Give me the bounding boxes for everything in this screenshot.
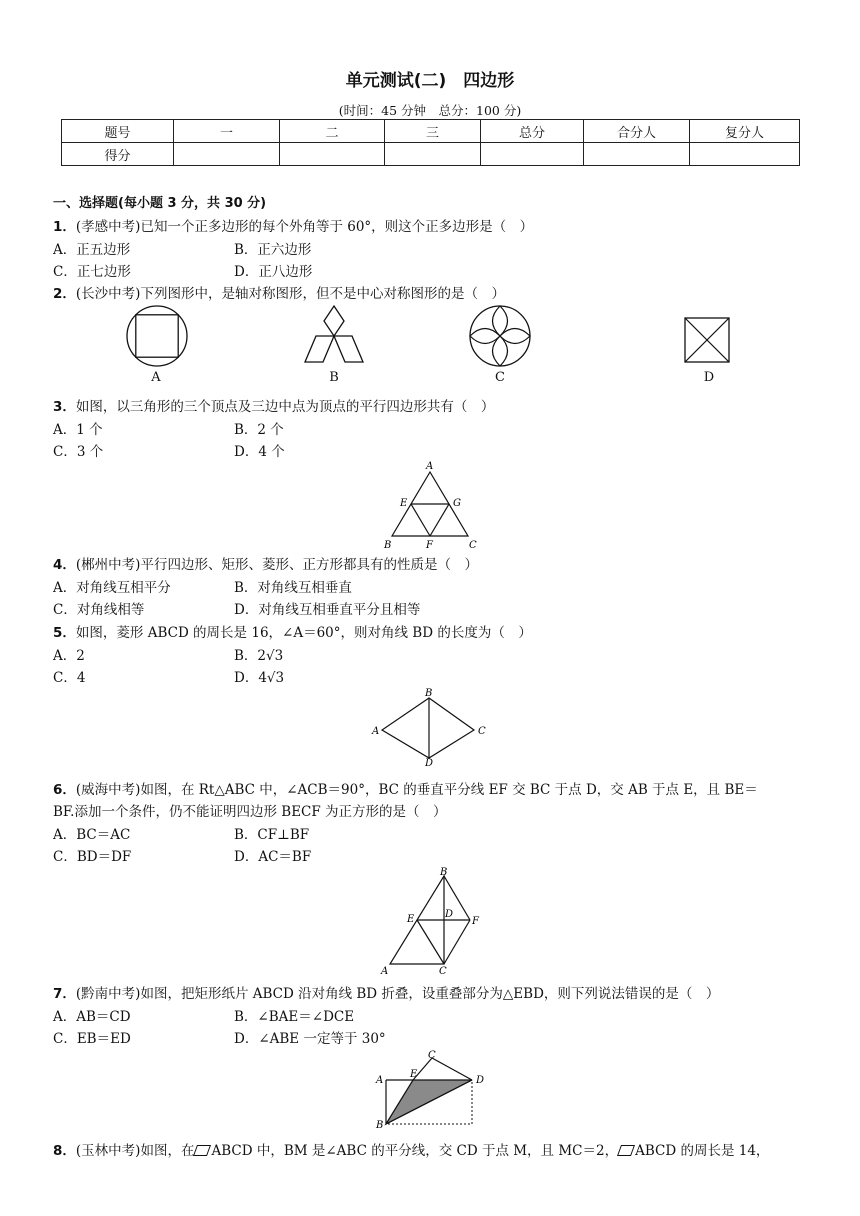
question-number: 3 [53, 399, 63, 415]
page-title: 单元测试(二) 四边形 [345, 71, 515, 91]
question-text: 如图，菱形 ABCD 的周长是 16，∠A＝60°，则对角线 BD 的长度为（ ） [75, 625, 532, 641]
q2-choice-b-label: B [329, 370, 339, 385]
score-table-header: 一 [174, 120, 280, 143]
fig-label-A: A [376, 1075, 384, 1086]
question-text: 如图，以三角形的三个顶点及三边中点为顶点的平行四边形共有（ ） [75, 399, 495, 415]
question-text: ABCD 中，BM 是∠ABC 的平分线，交 CD 于点 M，且 MC＝2， [211, 1143, 619, 1159]
score-table [61, 119, 800, 166]
parallelogram-icon [617, 1145, 635, 1156]
question-text: (威海中考)如图，在 Rt△ABC 中，∠ACB＝90°，BC 的垂直平分线 EF 交 BC 于点 D，交 AB 于点 E，且 BE＝ [75, 782, 758, 798]
score-cell[interactable] [174, 143, 280, 166]
fig-label-A: A [426, 461, 434, 472]
q2-choice-a-label: A [151, 370, 161, 385]
fig-label-A: A [372, 726, 380, 737]
question-number: 1 [53, 219, 63, 235]
question-3: 3．如图，以三角形的三个顶点及三边中点为顶点的平行四边形共有（ ） [53, 399, 495, 415]
question-6: 6．(威海中考)如图，在 Rt△ABC 中，∠ACB＝90°，BC 的垂直平分线 EF 交 BC 于点 D，交 AB 于点 E，且 BE＝ [53, 782, 758, 798]
question-text: (孝感中考)已知一个正多边形的每个外角等于 60°，则这个正多边形是（ ） [75, 219, 534, 235]
q7-figure [372, 1048, 492, 1130]
score-table-header: 合分人 [584, 120, 690, 143]
fig-label-E: E [400, 498, 408, 509]
fig-label-B: B [440, 867, 448, 878]
question-text: (黔南中考)如图，把矩形纸片 ABCD 沿对角线 BD 折叠，设重叠部分为△EBD，则下列说法错误的是（ ） [75, 986, 720, 1002]
score-cell[interactable] [690, 143, 800, 166]
q2-figure-b[interactable] [301, 304, 367, 366]
q6-option-b[interactable]: B．CF⊥BF [234, 827, 310, 843]
q6-option-d[interactable]: D．AC＝BF [234, 849, 312, 865]
question-text: (长沙中考)下列图形中，是轴对称图形，但不是中心对称图形的是（ ） [75, 286, 505, 302]
q5-option-c[interactable]: C．4 [53, 670, 86, 686]
question-number: 6 [53, 782, 63, 798]
fig-label-D: D [476, 1075, 485, 1086]
q2-choice-c-label: C [495, 370, 505, 385]
score-table-row [62, 143, 800, 166]
q2-figure-d[interactable] [682, 316, 732, 366]
question-1: 1．(孝感中考)已知一个正多边形的每个外角等于 60°，则这个正多边形是（ ） [53, 219, 534, 235]
q3-option-c[interactable]: C．3 个 [53, 444, 104, 460]
score-row-label: 得分 [62, 143, 174, 166]
q4-option-d[interactable]: D．对角线互相垂直平分且相等 [234, 602, 421, 618]
question-number: 7 [53, 986, 63, 1002]
question-text: (玉林中考)如图，在 [75, 1143, 195, 1159]
q5-option-a[interactable]: A．2 [53, 648, 85, 664]
q4-option-c[interactable]: C．对角线相等 [53, 602, 145, 618]
q6-option-c[interactable]: C．BD＝DF [53, 849, 132, 865]
q5-option-d[interactable]: D．4√3 [234, 670, 285, 686]
question-number: 8 [53, 1143, 63, 1159]
q3-option-a[interactable]: A．1 个 [53, 422, 103, 438]
score-table-header: 三 [385, 120, 481, 143]
fig-label-G: G [453, 498, 461, 509]
score-cell[interactable] [481, 143, 584, 166]
score-cell[interactable] [280, 143, 385, 166]
q3-option-d[interactable]: D．4 个 [234, 444, 285, 460]
fig-label-C: C [428, 1050, 436, 1061]
question-8: 8．(玉林中考)如图，在 ABCD 中，BM 是∠ABC 的平分线，交 CD 于点 M，且 MC＝2， ABCD 的周长是 14， [53, 1143, 770, 1159]
q3-figure-triangle [378, 458, 482, 550]
score-table-header: 复分人 [690, 120, 800, 143]
score-cell[interactable] [584, 143, 690, 166]
q5-figure-rhombus [368, 686, 492, 766]
question-number: 4 [53, 557, 63, 573]
q6-figure [376, 866, 488, 978]
q7-option-a[interactable]: A．AB＝CD [53, 1009, 131, 1025]
question-text: (郴州中考)平行四边形、矩形、菱形、正方形都具有的性质是（ ） [75, 557, 478, 573]
fig-label-E: E [410, 1069, 418, 1080]
exam-info: (时间：45 分钟 总分：100 分) [338, 103, 522, 118]
q5-option-b[interactable]: B．2√3 [234, 648, 284, 664]
q1-option-b[interactable]: B．正六边形 [234, 242, 312, 258]
fig-label-C: C [469, 540, 477, 550]
fig-label-B: B [425, 688, 433, 699]
score-table-header: 二 [280, 120, 385, 143]
question-5: 5．如图，菱形 ABCD 的周长是 16，∠A＝60°，则对角线 BD 的长度为（ ） [53, 625, 532, 641]
q6-option-a[interactable]: A．BC＝AC [53, 827, 131, 843]
q7-option-c[interactable]: C．EB＝ED [53, 1031, 131, 1047]
q1-option-c[interactable]: C．正七边形 [53, 264, 131, 280]
fig-label-B: B [376, 1120, 384, 1130]
fig-label-F: F [472, 916, 479, 927]
parallelogram-icon [193, 1145, 211, 1156]
fig-label-A: A [381, 966, 389, 977]
q4-option-b[interactable]: B．对角线互相垂直 [234, 580, 352, 596]
question-7: 7．(黔南中考)如图，把矩形纸片 ABCD 沿对角线 BD 折叠，设重叠部分为△EBD，则下列说法错误的是（ ） [53, 986, 720, 1002]
fig-label-C: C [439, 966, 447, 977]
question-6-cont: BF.添加一个条件，仍不能证明四边形 BECF 为正方形的是（ ） [53, 804, 447, 820]
fig-label-F: F [426, 540, 433, 550]
score-cell[interactable] [385, 143, 481, 166]
fig-label-D: D [425, 758, 434, 766]
score-table-header: 题号 [62, 120, 174, 143]
q2-choice-d-label: D [703, 370, 715, 385]
question-text: ABCD 的周长是 14， [635, 1143, 770, 1159]
fig-label-E: E [407, 914, 415, 925]
q2-figure-c[interactable] [467, 304, 533, 368]
q1-option-a[interactable]: A．正五边形 [53, 242, 131, 258]
q1-option-d[interactable]: D．正八边形 [234, 264, 313, 280]
question-number: 5 [53, 625, 63, 641]
fig-label-D: D [445, 909, 454, 920]
q7-option-d[interactable]: D．∠ABE 一定等于 30° [234, 1031, 386, 1047]
fig-label-B: B [384, 540, 392, 550]
q7-option-b[interactable]: B．∠BAE＝∠DCE [234, 1009, 355, 1025]
section-heading: 一、选择题(每小题 3 分，共 30 分) [53, 196, 267, 211]
question-2: 2．(长沙中考)下列图形中，是轴对称图形，但不是中心对称图形的是（ ） [53, 286, 505, 302]
score-table-header-row [62, 120, 800, 143]
q2-figure-a[interactable] [120, 304, 194, 368]
question-4: 4．(郴州中考)平行四边形、矩形、菱形、正方形都具有的性质是（ ） [53, 557, 478, 573]
score-table-header: 总分 [481, 120, 584, 143]
q3-option-b[interactable]: B．2 个 [234, 422, 284, 438]
question-number: 2 [53, 286, 63, 302]
q4-option-a[interactable]: A．对角线互相平分 [53, 580, 171, 596]
fig-label-C: C [478, 726, 486, 737]
